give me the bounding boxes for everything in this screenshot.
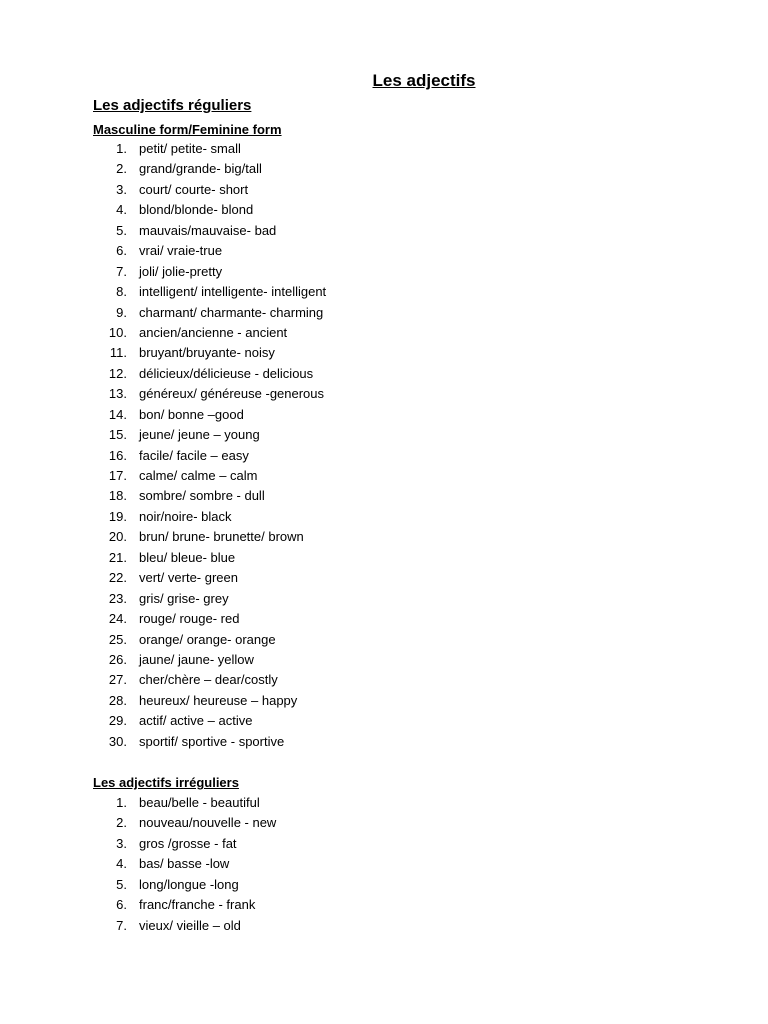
list-item-text: charmant/ charmante- charming — [139, 304, 324, 320]
list-item-text: blond/blonde- blond — [139, 202, 254, 218]
list-item-number: 18. — [108, 488, 127, 504]
list-item — [93, 568, 326, 588]
list-item-number: 24. — [108, 611, 127, 627]
list-item-text: gros /grosse - fat — [139, 835, 237, 851]
list-item — [93, 527, 326, 547]
list-item-text: vert/ verte- green — [139, 570, 238, 586]
list-item — [93, 854, 276, 874]
list-item-number: 4. — [116, 856, 127, 872]
list-item — [93, 364, 326, 384]
list-item — [93, 834, 276, 854]
irregular-adjectives-list — [93, 793, 276, 936]
list-item-number: 2. — [116, 815, 127, 831]
list-item-text: jaune/ jaune- yellow — [139, 651, 254, 667]
regular-adjectives-heading: Les adjectifs réguliers — [93, 97, 252, 114]
list-item-text: court/ courte- short — [139, 181, 249, 197]
list-item-number: 14. — [108, 406, 127, 422]
list-item — [93, 691, 326, 711]
list-item-text: beau/belle - beautiful — [139, 795, 260, 810]
list-item-text: vieux/ vieille – old — [139, 917, 241, 933]
list-item — [93, 732, 326, 752]
list-item — [93, 548, 326, 568]
list-item — [93, 466, 326, 486]
form-subheading: Masculine form/Feminine form — [93, 122, 282, 137]
list-item-text: noir/noire- black — [139, 508, 232, 524]
list-item — [93, 384, 326, 404]
list-item — [93, 507, 326, 527]
list-item-text: facile/ facile – easy — [139, 447, 249, 463]
list-item-number: 30. — [108, 733, 127, 749]
list-item — [93, 405, 326, 425]
list-item-number: 1. — [116, 141, 127, 156]
list-item — [93, 875, 276, 895]
list-item-number: 16. — [108, 447, 127, 463]
list-item-text: bleu/ bleue- blue — [139, 549, 236, 565]
list-item — [93, 303, 326, 323]
list-item-text: calme/ calme – calm — [139, 468, 258, 483]
list-item-text: long/longue -long — [139, 876, 239, 892]
list-item-text: bas/ basse -low — [139, 856, 230, 872]
list-item — [93, 221, 326, 241]
list-item-text: sombre/ sombre - dull — [139, 488, 265, 504]
list-item-number: 27. — [108, 672, 127, 688]
list-item-number: 8. — [116, 284, 127, 300]
list-item — [93, 282, 326, 302]
list-item-number: 28. — [108, 692, 127, 708]
list-item — [93, 343, 326, 363]
regular-adjectives-list — [93, 139, 326, 752]
list-item — [93, 895, 276, 915]
list-item-number: 5. — [116, 222, 127, 238]
list-item — [93, 486, 326, 506]
list-item — [93, 159, 326, 179]
list-item-text: vrai/ vraie-true — [139, 243, 223, 259]
list-item-text: mauvais/mauvaise- bad — [139, 222, 277, 238]
list-item-text: sportif/ sportive - sportive — [139, 733, 285, 749]
list-item — [93, 650, 326, 670]
list-item-number: 20. — [108, 529, 127, 545]
list-item-number: 7. — [116, 917, 127, 933]
list-item-text: actif/ active – active — [139, 713, 253, 729]
list-item-text: intelligent/ intelligente- intelligent — [139, 284, 327, 300]
list-item-text: petit/ petite- small — [139, 141, 241, 156]
list-item — [93, 711, 326, 731]
list-item-text: rouge/ rouge- red — [139, 611, 240, 627]
list-item — [93, 180, 326, 200]
list-item — [93, 446, 326, 466]
list-item-text: heureux/ heureuse – happy — [139, 692, 298, 708]
list-item-number: 9. — [116, 304, 127, 320]
list-item-number: 21. — [108, 549, 127, 565]
list-item-number: 3. — [116, 181, 127, 197]
list-item-number: 26. — [108, 651, 127, 667]
list-item-number: 3. — [116, 835, 127, 851]
list-item-number: 22. — [108, 570, 127, 586]
list-item — [93, 200, 326, 220]
list-item — [93, 609, 326, 629]
list-item — [93, 670, 326, 690]
document-title: Les adjectifs — [372, 71, 476, 90]
list-item-number: 12. — [108, 365, 127, 381]
list-item-text: jeune/ jeune – young — [139, 427, 260, 443]
list-item — [93, 425, 326, 445]
list-item — [93, 323, 326, 343]
list-item-number: 13. — [108, 386, 127, 402]
list-item — [93, 241, 326, 261]
list-item-number: 10. — [108, 324, 127, 340]
list-item-text: généreux/ généreuse -generous — [139, 386, 325, 402]
list-item-number: 23. — [108, 590, 127, 606]
list-item — [93, 916, 276, 936]
list-item-number: 15. — [108, 427, 127, 443]
list-item-text: nouveau/nouvelle - new — [139, 815, 277, 831]
list-item — [93, 589, 326, 609]
list-item — [93, 262, 326, 282]
list-item — [93, 630, 326, 650]
list-item-number: 17. — [108, 468, 127, 483]
list-item — [93, 793, 276, 813]
list-item-text: ancien/ancienne - ancient — [139, 324, 288, 340]
list-item-number: 6. — [116, 243, 127, 259]
list-item-number: 7. — [116, 263, 127, 279]
list-item-text: orange/ orange- orange — [139, 631, 276, 647]
list-item-text: cher/chère – dear/costly — [139, 672, 278, 688]
list-item-number: 29. — [108, 713, 127, 729]
list-item-text: bon/ bonne –good — [139, 406, 244, 422]
list-item-text: grand/grande- big/tall — [139, 161, 262, 177]
list-item-number: 19. — [108, 508, 127, 524]
list-item-number: 1. — [116, 795, 127, 810]
list-item-text: délicieux/délicieuse - delicious — [139, 365, 314, 381]
list-item-number: 6. — [116, 897, 127, 913]
list-item — [93, 813, 276, 833]
list-item-number: 4. — [116, 202, 127, 218]
list-item-number: 2. — [116, 161, 127, 177]
list-item-text: joli/ jolie-pretty — [139, 263, 223, 279]
list-item — [93, 139, 326, 159]
list-item-number: 25. — [108, 631, 127, 647]
list-item-text: bruyant/bruyante- noisy — [139, 345, 275, 361]
irregular-adjectives-heading: Les adjectifs irréguliers — [93, 775, 239, 790]
list-item-text: franc/franche - frank — [139, 897, 256, 913]
list-item-number: 11. — [109, 345, 127, 361]
list-item-text: brun/ brune- brunette/ brown — [139, 529, 304, 545]
list-item-text: gris/ grise- grey — [139, 590, 229, 606]
list-item-number: 5. — [116, 876, 127, 892]
